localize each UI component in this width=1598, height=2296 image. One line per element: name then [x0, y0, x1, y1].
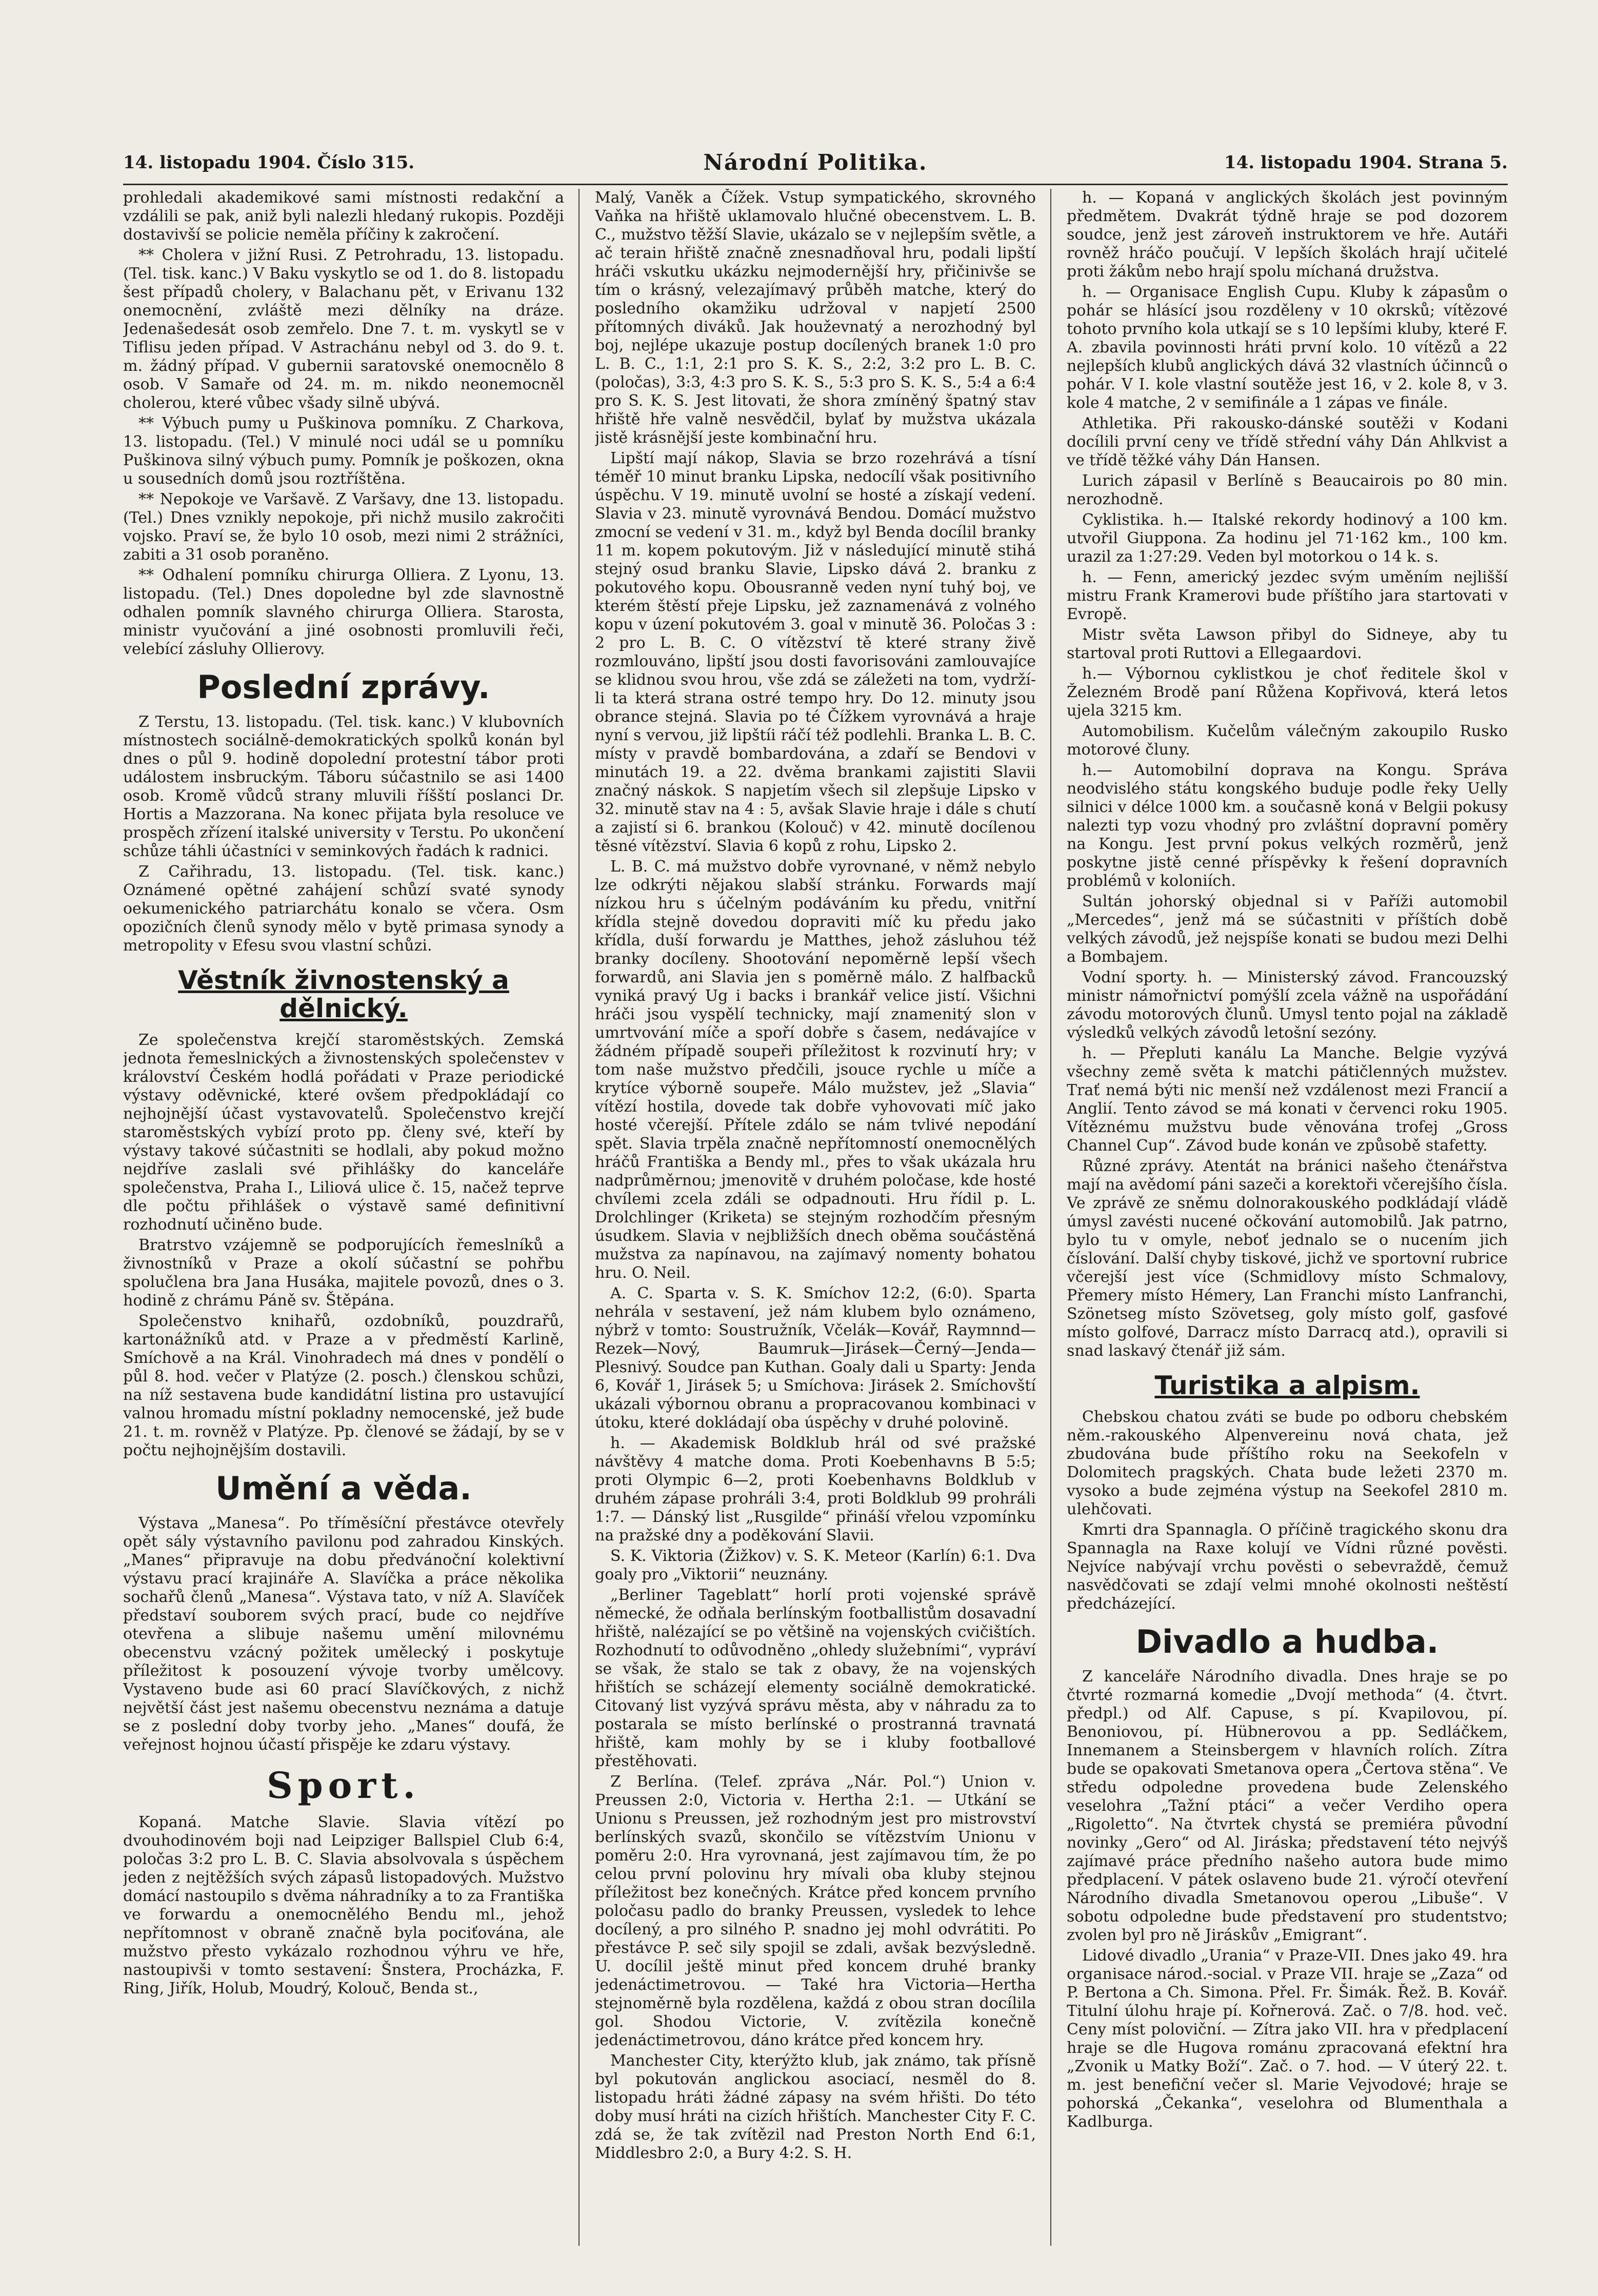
- article-paragraph: Z Berlína. (Telef. zpráva „Nár. Pol.“) Union v. Preussen 2:0, Victoria v. Hertha 2:1. — Utkání se Unionu s Preussen, jež rozhodným jest pro mistrovství berlínských svazů, skončilo se vítězstvím Unionu v poměru 2:0. Hra vyrovnaná, jest zajímavou tím, že po celou první polovinu hry mívali oba kluby stejnou příležitost bez konečných. Krátce před koncem prvního poločasu padlo do branky Preussen, vysledek to lehce docílený, a pro silného P. snadno jej mohl odvrátiti. Po přestávce P. seč sily spojil se zdali, avšak bezvýsledně. U. docílil ještě minut před koncem druhé branky jedenáctimetrovou. — Také hra Victoria—Hertha stejnoměrně byla rozdělena, každá z obou stran docílila gol. Shodou Victorie, V. zvítězila konečně jedenáctimetrovou, dáno krátce před koncem hry.: [595, 1773, 1036, 2049]
- article-paragraph: prohledali akademikové sami místnosti redakční a vzdálili se pak, aniž byli nalezli hledaný rukopis. Později dostavivší se policie neměla příčiny k zakročení.: [123, 189, 564, 244]
- article-paragraph: ** Výbuch pumy u Puškinova pomníku. Z Charkova, 13. listopadu. (Tel.) V minulé noci udál se u pomníku Puškinova silný výbuch pumy. Pomník je poškozen, okna u sousedních domů jsou roztříštěna.: [123, 414, 564, 488]
- article-paragraph: Kmrti dra Spannagla. O příčině tragického skonu dra Spannagla na Raxe kolují ve Vídni různé pověsti. Nejvíce nabývají vrchu pověsti o sebevraždě, čemuž nasvědčovati se zdají velmi mnohé okolnosti neštěstí předcházející.: [1067, 1521, 1508, 1613]
- article-paragraph: Sultán johorský objednal si v Paříži automobil „Mercedes“, jenž má se súčastniti v příštích době velkých závodů, jež nejspíše konati se budou mezi Delhi a Bombajem.: [1067, 893, 1508, 966]
- article-paragraph: h.— Automobilní doprava na Kongu. Správa neodvislého státu kongského buduje podle řeky Uelly silnici v délce 1000 km. a současně koná v Belgii pokusy nalezti typ vozu vhodný pro zvláštní dopravní poměry na Kongu. Jest první pokus velkých rozměrů, jenž poskytne jistě cenné příspěvky k řešení dopravních problémů v koloniích.: [1067, 761, 1508, 890]
- column-divider: [578, 189, 580, 2246]
- article-paragraph: Lidové divadlo „Urania“ v Praze-VII. Dnes jako 49. hra organisace národ.-social. v Praze VII. hraje se „Zaza“ od P. Bertona a Ch. Simona. Přel. Fr. Šimák. Řež. B. Kovář. Titulní úlohu hraje pí. Kořnerová. Zač. o 7/8. hod. več. Ceny míst poloviční. — Zítra jako VII. hra v předplacení hraje se dle Hugova románu zpracovaná efektní hra „Zvonik u Matky Boží“. Zač. o 7. hod. — V úterý 22. t. m. jest benefiční večer sl. Marie Vejvodové; hraje se pohorská „Čekanka“, veselohra od Blumenthala a Kadlburga.: [1067, 1947, 1508, 2131]
- article-paragraph: Z kanceláře Národního divadla. Dnes hraje se po čtvrté rozmarná komedie „Dvojí methoda“ (4. čtvrt. předpl.) od Alf. Capuse, s pí. Kvapilovou, pí. Benoniovou, pí. Hübnerovou a pp. Sedláčkem, Innemanem a Steinsbergem v hlavních rolích. Zítra bude se opakovati Smetanova opera „Čertova stěna“. Ve středu odpoledne provedena bude Zelenského veselohra „Tažní ptáci“ a večer Verdiho opera „Rigoletto“. Na čtvrtek chystá se premiéra původní novinky „Gero“ od Al. Jiráska; představení této nejvýš zajímavé práce předního našeho autora bude mimo předplacení. V pátek oslaveno bude 21. výročí otevření Národního divadla Smetanovou operou „Libuše“. V sobotu odpoledne bude představení pro studentstvo; zvolen byl pro ně Jiráskův „Emigrant“.: [1067, 1668, 1508, 1945]
- article-paragraph: Ze společenstva krejčí staroměstských. Zemská jednota řemeslnických a živnostenských společenstev v království Českém hodlá pořádati v Praze periodické výstavy oděvnické, které ovšem předpokládají co nejhojnější účast vystavovatelů. Společenstvo krejčí staroměstských vybízí proto pp. členy své, kteří by výstavy takové súčastniti se hodlali, aby pokud možno nejdříve zaslali své přihlášky do kanceláře společenstva, Praha I., Liliová ulice č. 15, načež teprve dle počtu přihlášek o výstavě samé definitivní rozhodnutí učiněno bude.: [123, 1031, 564, 1234]
- article-paragraph: A. C. Sparta v. S. K. Smíchov 12:2, (6:0). Sparta nehrála v sestavení, jež nám klubem bylo oznámeno, nýbrž v tomto: Soustružník, Včelák—Kovář, Raymnnd—Rezek—Nový, Baumruk—Jirásek—Černý—Jenda—Plesnivý. Soudce pan Kuthan. Goaly dali u Sparty: Jenda 6, Kovář 1, Jirásek 5; u Smíchova: Jirásek 2. Smíchovští ukázali výbornou obranu a propracovanou kombinaci v útoku, které dokládají oba úspěchy v druhé polovině.: [595, 1284, 1036, 1432]
- article-paragraph: Výstava „Manesa“. Po tříměsíční přestávce otevřely opět sály výstavního pavilonu pod zahradou Kinských. „Manes“ připravuje na dobu předvánoční kolektivní výstavu prací krajináře A. Slavíčka a práce několika sochařů členů „Manesa“. Výstava tato, v níž A. Slavíček představí souborem svých prací, bude co nejdříve otevřena a slibuje našemu umění milovnému obecenstvu vzácný požitek umělecký i poskytuje příležitost k posouzení vývoje tvorby umělcovy. Vystaveno bude asi 60 prací Slavíčkových, z nichž největší část jest našemu obecenstvu neznáma a datuje se z poslední doby tvorby jeho. „Manes“ doufá, že veřejnost hojnou účastí přispěje ke zdaru výstavy.: [123, 1514, 564, 1754]
- section-heading: Divadlo a hudba.: [1135, 1623, 1439, 1660]
- article-paragraph: Chebskou chatou zváti se bude po odboru chebském něm.-rakouského Alpenvereinu nová chata, jež zbudována bude příštího roku na Seekofeln v Dolomitech pragských. Chata bude ležeti 2370 m. vysoko a bude zejména výstup na Seekofel 2810 m. ulehčovati.: [1067, 1408, 1508, 1518]
- article-paragraph: Cyklistika. h.— Italské rekordy hodinový a 100 km. utvořil Giuppona. Za hodinu jel 71·162 km., 100 km. urazil za 1:27:29. Veden byl motorkou o 14 k. s.: [1067, 511, 1508, 566]
- article-paragraph: h. — Organisace English Cupu. Kluby k zápasům o pohár se hlásící jsou rozděleny v 10 okrsků; vítězové tohoto prvního kola utkají se s 10 lepšími kluby, které F. A. zbavila povinnosti hráti první kolo. 10 vítězů a 22 nejlepších klubů anglických dává 32 vlastních účinnců o pohár. V I. kole vlastní soutěže jest 16, v 2. kole 8, v 3. kole 4 matche, 2 v semifinále a 1 zápas ve finále.: [1067, 283, 1508, 412]
- article-paragraph: h. — Kopaná v anglických školách jest povinným předmětem. Dvakrát týdně hraje se pod dozorem soudce, jenž jest zároveň instruktorem ve hře. Autáři rovněž hráčo poučují. V lepších školách hrají učitelé proti žákům nebo hrají spolu míchaná družstva.: [1067, 189, 1508, 281]
- article-paragraph: Malý, Vaněk a Čížek. Vstup sympatického, skrovného Vaňka na hřiště uklamovalo hlučné obecenstvem. L. B. C., mužstvo těžší Slavie, ukázalo se v nejlepším světle, a ač terain hřiště značně znesnadňoval hru, podali lipští hráči vskutku ukázku nejmodernější hry, přičinivše se tím o krásný, velezajímavý průběh matche, který do posledního okamžiku udržoval v napjetí 2500 přítomných diváků. Jak houževnatý a nerozhodný byl boj, nejlépe ukazuje postup docílených branek 1:0 pro L. B. C., 1:1, 2:1 pro S. K. S., 2:2, 3:2 pro L. B. C. (poločas), 3:3, 4:3 pro S. K. S., 5:3 pro S. K. S., 5:4 a 6:4 pro S. K. S. Jest litovati, že shora zmíněný špatný stav hřiště hře valně nesvědčil, bylať by mužstva ukázala jistě krásnější jeste kombinační hru.: [595, 189, 1036, 447]
- article-paragraph: Z Cařihradu, 13. listopadu. (Tel. tisk. kanc.) Oznámené opětné zahájení schůzí svaté synody oekumenického patriarchátu konalo se včera. Osm opozičních členů synody mělo v bytě primasa synody a metropolity v Efesu svou vlastní schůzi.: [123, 863, 564, 955]
- article-paragraph: h.— Výbornou cyklistkou je choť ředitele škol v Železném Brodě paní Růžena Kopřivová, která letos ujela 3215 km.: [1067, 665, 1508, 720]
- article-paragraph: h. — Akademisk Boldklub hrál od své pražské návštěvy 4 matche doma. Proti Koebenhavns B 5:5; proti Olympic 6—2, proti Koebenhavns Boldklub v druhém zápase prohráli 3:4, proti Boldklub 99 prohráli 1:7. — Dánský list „Rusgilde“ přináší vřelou vzpomínku na pražské dny a poděkování Slavii.: [595, 1434, 1036, 1545]
- masthead: Národní Politika.: [703, 150, 928, 175]
- article-paragraph: Automobilism. Kučelům válečným zakoupilo Rusko motorové čluny.: [1067, 722, 1508, 759]
- article-paragraph: Athletika. Při rakousko-dánské soutěži v Kodani docílili první ceny ve třídě střední váhy Dán Ahlkvist a ve třídě těžké váhy Dán Hansen.: [1067, 414, 1508, 469]
- article-paragraph: Manchester City, kterýžto klub, jak známo, tak přísně byl pokutován anglickou asociací, nesměl do 8. listopadu hráti žádné zápasy na svém hřišti. Do této doby musí hráti na cizích hřištích. Manchester City F. C. zdá se, že tak zvítězil nad Preston North End 6:1, Middlesbro 2:0, a Bury 4:2. S. H.: [595, 2052, 1036, 2162]
- article-paragraph: h. — Fenn, americký jezdec svým uměním nejlišší mistru Frank Kramerovi bude příštího jara startovati v Evropě.: [1067, 568, 1508, 623]
- article-paragraph: Vodní sporty. h. — Ministerský závod. Francouzský ministr námořnictví pomýšlí zcela vážně na uspořádání závodu motorových člunů. Umysl tento pojal na základě výsledků velkých závodů letošní sezóny.: [1067, 968, 1508, 1042]
- page-header: [123, 150, 1508, 181]
- header-date-issue: 14. listopadu 1904. Číslo 315.: [123, 152, 415, 173]
- article-paragraph: Různé zprávy. Atentát na bránici našeho čtenářstva mají na avědomí páni sazeči a korektoři včerejšího čísla. Ve zprávě ze sněmu dolnorakouského podkládají vládě úmysl zavésti nucené očkování automobilů. Jak patrno, bylo tu v omyle, neboť jednalo se o nucením jich číslování. Další chyby tiskové, jichž ve sportovní rubrice včerejší jest více (Schmidlovy místo Schmalovy, Přemery místo Hémery, Lan Franchi místo Lanfranchi, Szönetseg místo Szövetseg, goly místo golf, gasfové místo golfové, Darracz místo Darracq atd.), opravili si snad laskavý čtenář již sám.: [1067, 1157, 1508, 1360]
- article-paragraph: „Berliner Tageblatt“ horlí proti vojenské správě německé, že odňala berlínským footballistům dosavadní hřiště, nalézající se po většině na vojenských cvičištích. Rozhodnutí to odůvodněno „ohledy služebními“, vypráví se však, že stalo se tak z obavy, že na vojenských hřištích se scházejí elementy sociálně demokratické. Citovaný list vyzývá správu města, aby v náhradu za to postarala se místo berlínské o prostranná travnatá hřiště, kam mohly by se i kluby footballové přestěhovati.: [595, 1586, 1036, 1770]
- column-2: [595, 189, 1036, 2246]
- article-paragraph: L. B. C. má mužstvo dobře vyrovnané, v němž nebylo lze odkrýti nějakou slabší stránku. Forwards mají nízkou hru s účelným podáváním ku předu, vnitřní křídla stejně dovedou dopraviti míč ku předu jako křídla, duší forwardu je Matthes, jehož zásluhou též branky docíleny. Shootování nepoměrně lepší všech forwardů, ani Slavia jen s poměrně málo. Z halfbacků vyniká pravý Ug i backs i brankář velice jistí. Všichni hráči jsou vyspělí technicky, mají znamenitý slon v umrtvování míče a spoří dobře s časem, nedávajíce v žádném případě soupeři příležitost k rozvinutí hry; v tom naše mužstvo předčili, jsouce rychle u míče a krytíce výborně soupeře. Málo mužstev, jež „Slavia“ vítězí hostila, dovede tak dobře vyhovovati míč jako hosté včerejší. Přítele zdálo se nám tvlivé nepodání spět. Slavia trpěla značně nepřítomností onemocnělých hráčů Františka a Bendy ml., přes to však ukázala hru nadprůměrnou; jmenovitě v druhém poločase, kde hosté chvílemi zcela zdáli se odpadnouti. Hru řídil p. L. Drolchlinger (Kriketa) se stejným rozhodčím přesným úsudkem. Slavia v nejbližších dnech oběma součástěná mužstva za napínavou, na zajímavý nomenty bohatou hru. O. Neil.: [595, 858, 1036, 1282]
- section-heading: Poslední zprávy.: [197, 668, 490, 706]
- section-heading: Umění a věda.: [215, 1470, 472, 1508]
- article-paragraph: h. — Přepluti kanálu La Manche. Belgie vyzývá všechny země světa k matchi pátičlenných mužstev. Trať nemá býti nic menší než vzdálenost mezi Francií a Anglií. Tento závod se má konati v červenci roku 1905. Vítěznému mužstvu bude věnována trofej „Gross Channel Cup“. Závod bude konán ve způsobě stafetty.: [1067, 1044, 1508, 1155]
- article-paragraph: ** Cholera v jižní Rusi. Z Petrohradu, 13. listopadu. (Tel. tisk. kanc.) V Baku vyskytlo se od 1. do 8. listopadu šest případů cholery, v Balachanu pět, v Erivanu 132 onemocnění, zvláště mezi dělníky na dráze. Jedenašedesát osob zemřelo. Dne 7. t. m. vyskytl se v Tiflisu jeden případ. V Astrachánu nebyl od 3. do 9. t. m. žádný případ. V gubernii saratovské onemocnělo 8 osob. V Samaře od 24. m. m. nikdo neonemocněl cholerou, které vůbec všady silně ubývá.: [123, 246, 564, 412]
- section-heading: Věstník živnostenský a dělnický.: [178, 965, 509, 1024]
- section-heading: Sport.: [267, 1764, 421, 1807]
- article-paragraph: Z Terstu, 13. listopadu. (Tel. tisk. kanc.) V klubovních místnostech sociálně-demokratických spolků konán byl dnes o půl 9. hodině dopolední protestní tábor proti událostem insbruckým. Táboru súčastnilo se asi 1400 osob. Kromě vůdců strany mluvili říšští poslanci Dr. Hortis a Mazzorana. Na konec přijata byla resoluce ve prospěch zřízení italské university v Terstu. Po ukončení schůze táhli účastníci v seminkových řadách k radnici.: [123, 713, 564, 861]
- article-paragraph: Kopaná. Matche Slavie. Slavia vítězí po dvouhodinovém boji nad Leipziger Ballspiel Club 6:4, poločas 3:2 pro L. B. C. Slavia absolvovala s úspěchem jeden z nejtěžších svých zápasů listopadových. Mužstvo domácí nastoupilo s dvěma náhradníky a to za Františka ve forwardu a onemocnělého Bendu ml., jehož nepřítomnost v obraně značně byla pociťována, ale mužstvo přesto vykázalo rozhodnou výhru ve hře, nastoupivši v tomto sestavení: Šnstera, Procházka, F. Ring, Jiřík, Holub, Moudrý, Kolouč, Benda st.,: [123, 1813, 564, 1998]
- article-paragraph: Společenstvo knihařů, ozdobníků, pouzdrařů, kartonážníků atd. v Praze a v předměstí Karlině, Smíchově a na Král. Vinohradech má dnes v pondělí o půl 8. hod. večer v Platýze (2. posch.) členskou schůzi, na níž sestavena bude kandidátní listina pro ustavující valnou hromadu místní pokladny nemocenské, jež bude 21. t. m. rovněž v Platýze. Pp. členové se žádají, by se v počtu nejhojnějším dostavili.: [123, 1312, 564, 1460]
- article-paragraph: Lurich zápasil v Berlíně s Beaucairois po 80 min. nerozhodně.: [1067, 472, 1508, 508]
- column-3: [1067, 189, 1508, 2246]
- section-heading: Turistika a alpism.: [1154, 1371, 1420, 1400]
- header-date-page: 14. listopadu 1904. Strana 5.: [1224, 152, 1508, 173]
- article-paragraph: Lipští mají nákop, Slavia se brzo rozehrává a tísní téměř 10 minut branku Lipska, nedocílí však positivního úspěchu. V 19. minutě uvolní se hosté a získají vedení. Slavia v 23. minutě vyrovnává Bendou. Domácí mužstvo zmocní se vedení v 31. m., když byl Benda docílil branky 11 m. kopem pokutovým. Již v následující minutě stihá stejný osud branku Slavie, Lipsko dává 2. branku z pokutového kopu. Obousranně veden nyní tuhý boj, ve kterém štěstí přeje Lipsku, jež zaznamenává z volného kopu v úzení pokutovém 3. goal v minutě 36. Poločas 3 : 2 pro L. B. C. O vítězství tě které strany živě rozmlouváno, lipští jsou dosti favorisováni zamlouvajíce se klidnou svou hrou, vše zdá se záležeti na tom, vydrží-li ta která strana ostré tempo hry. Do 12. minuty jsou obrance stejná. Slavia po té Čížkem vyrovnává a hraje nyní s vervou, již lipštíi ráčí též podlehli. Branka L. B. C. místy v pravdě bombardována, a zdaří se Bendovi v minutách 19. a 22. dvěma brankami zajistiti Slavii značný náskok. S napjetím všech sil zlepšuje Lipsko v 32. minutě stav na 4 : 5, avšak Slavie hraje i dále s chutí a zajistí si 6. brankou (Kolouč) v 42. minutě docílenou těsné vítězství. Slavia 6 kopů z rohu, Lipsko 2.: [595, 449, 1036, 855]
- article-paragraph: ** Nepokoje ve Varšavě. Z Varšavy, dne 13. listopadu. (Tel.) Dnes vznikly nepokoje, při nichž musilo zakročiti vojsko. Praví se, že bylo 10 osob, mezi nimi 2 strážníci, zabiti a 31 osob poraněno.: [123, 490, 564, 564]
- article-paragraph: S. K. Viktoria (Žižkov) v. S. K. Meteor (Karlín) 6:1. Dva goaly pro „Viktorii“ neuznány.: [595, 1547, 1036, 1584]
- column-1: [123, 189, 564, 2246]
- header-rule: [123, 184, 1508, 185]
- article-paragraph: Mistr světa Lawson přibyl do Sidneye, aby tu startoval proti Ruttovi a Ellegaardovi.: [1067, 626, 1508, 662]
- article-paragraph: ** Odhalení pomníku chirurga Olliera. Z Lyonu, 13. listopadu. (Tel.) Dnes dopoledne byl zde slavnostně odhalen pomník slavného chirurga Olliera. Starosta, ministr vyučování a jiné osobnosti promluvili řeči, velebící zásluhy Ollierovy.: [123, 566, 564, 658]
- article-paragraph: Bratrstvo vzájemně se podporujících řemeslníků a živnostníků v Praze a okolí súčastní se pohřbu spolučlena bra Jana Husáka, majitele povozů, dnes o 3. hodině z chrámu Páně sv. Štěpána.: [123, 1236, 564, 1310]
- column-divider: [1050, 189, 1051, 2246]
